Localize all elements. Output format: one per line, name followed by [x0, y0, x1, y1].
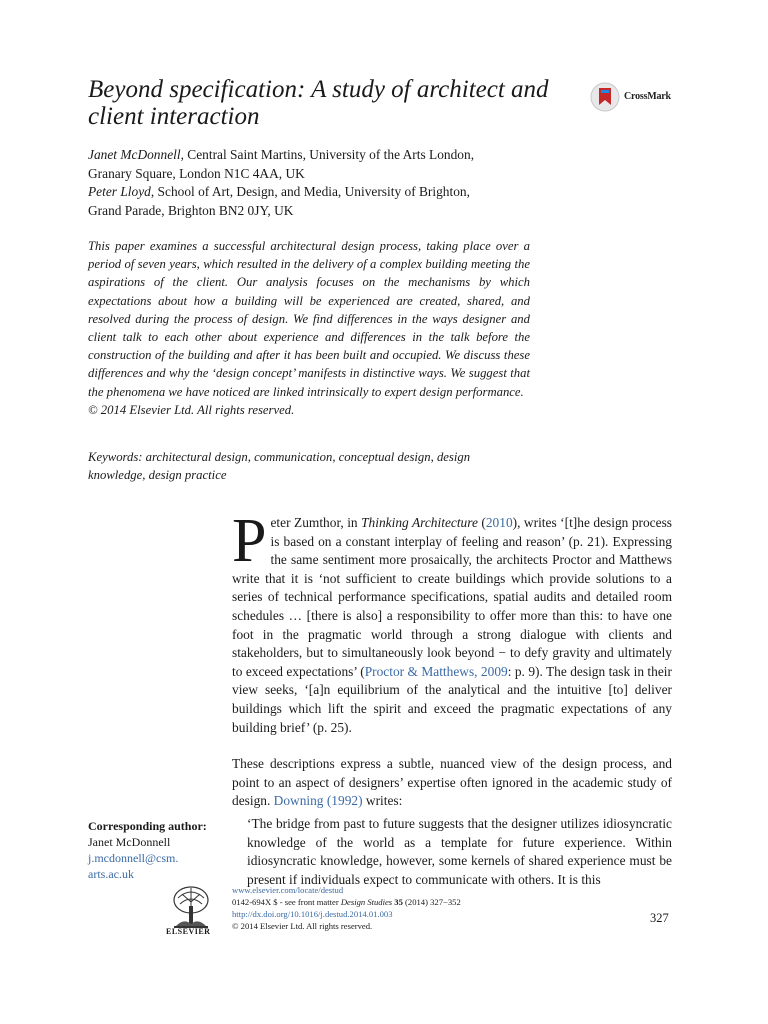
text-run: : p. 9). The design task in their view seeks, ‘[a]n equilibrium of the analytical and the intuitive [to] deliver buildings which lift the spirit and exceed the pragmatic expectations of any building brief’ (p. 25).	[232, 663, 672, 735]
text-run: These descriptions express a subtle, nuanced view of the design process, and point to an aspect of designers’ expertise often ignored in the academic study of design.	[232, 756, 672, 809]
book-title: Thinking Architecture	[361, 515, 478, 530]
email-part: arts.ac.uk	[88, 867, 134, 881]
citation-link[interactable]: Proctor & Matthews, 2009	[364, 663, 508, 679]
citation-link[interactable]: 2010	[485, 515, 513, 530]
author-entry	[88, 146, 548, 183]
author-affiliation: , Central Saint Martins, University of the Arts London,	[180, 147, 475, 162]
corresponding-name: Janet McDonnell	[88, 835, 171, 849]
journal-name: Design Studies	[340, 897, 393, 907]
crossmark-icon	[590, 82, 620, 112]
block-quote: ‘The bridge from past to future suggests that the designer utilizes idiosyncratic knowledge of the world as a template for future experience. Within idiosyncratic knowledge, however, some kernels of shared experience must be present if individuals expect to communicate with others. It is this	[247, 815, 672, 887]
text-run: (	[477, 515, 486, 530]
dropcap: P	[232, 507, 267, 575]
paragraph	[232, 755, 672, 811]
author-name: Janet McDonnell	[88, 147, 181, 162]
author-address: Granary Square, London N1C 4AA, UK	[88, 165, 305, 181]
page-number: 327	[650, 911, 669, 925]
publisher-name: ELSEVIER	[166, 927, 211, 936]
elsevier-tree-icon	[170, 884, 212, 932]
author-address: Grand Parade, Brighton BN2 0JY, UK	[88, 202, 294, 218]
doi-link[interactable]: http://dx.doi.org/10.1016/j.destud.2014.01.003	[232, 909, 393, 919]
paragraph	[232, 507, 672, 737]
author-name: Peter Lloyd	[88, 184, 151, 199]
crossmark-label: CrossMark	[624, 91, 671, 102]
footer-copyright: © 2014 Elsevier Ltd. All rights reserved.	[232, 921, 373, 931]
abstract-text: This paper examines a successful architectural design process, taking place over a period of seven years, which resulted in the delivery of a complex building meeting the aspirations of the client. Our analysis focuses on the mechanisms by which expectations about how a building will be experienced are created, shared, and resolved during the process of design. We find differences in the ways designer and client talk to each other about experience and differences in the talk before the construction of the building and after it has been built and occupied. We discuss these differences and why the ‘design concept’ manifests in distinctive ways. We suggest that the phenomena we have noticed are linked intrinsically to expert design performance.	[88, 239, 530, 399]
paper-title: Beyond specification: A study of architect and client interaction	[88, 76, 549, 130]
text-run: 0142-694X $ - see front matter	[232, 897, 341, 907]
journal-url[interactable]: www.elsevier.com/locate/destud	[232, 885, 344, 895]
abstract	[88, 237, 530, 419]
issn-line	[232, 896, 532, 908]
text-run: ), writes ‘[t]he design process is based on a constant interplay of feeling and reason’ (p. 21). Expressing the same sentiment more prosaically, the architects Proctor and Matthews write that it is ‘not sufficient to create buildings which provide solutions to a series of technical performance specifications, spatial audits and detailed room schedules … [there is also] a responsibility to offer more than this: to have one foot in the pragmatic world through a strong dialogue with clients and stakeholders, but to simultaneously look beyond − to defy gravity and ultimately to exceed expectations’ (	[232, 515, 672, 679]
footer-info	[232, 884, 532, 932]
email-part: j.mcdonnell@csm.	[88, 851, 179, 865]
text-run: writes:	[362, 793, 403, 809]
corresponding-author	[88, 818, 218, 882]
text-run: (2014) 327−352	[402, 897, 461, 907]
author-list	[88, 146, 548, 220]
text-run: eter Zumthor, in	[270, 515, 362, 530]
crossmark-badge[interactable]	[590, 82, 710, 112]
article-body	[232, 507, 672, 889]
keywords: Keywords: architectural design, communication, conceptual design, design knowledge, design practice	[88, 450, 471, 483]
abstract-copyright: © 2014 Elsevier Ltd. All rights reserved.	[88, 402, 295, 417]
author-affiliation: , School of Art, Design, and Media, University of Brighton,	[150, 184, 470, 199]
author-entry	[88, 183, 548, 220]
citation-link[interactable]: Downing (1992)	[273, 793, 363, 809]
corresponding-email[interactable]	[88, 850, 218, 882]
corresponding-label: Corresponding author:	[88, 819, 207, 833]
volume: 35	[392, 897, 403, 907]
